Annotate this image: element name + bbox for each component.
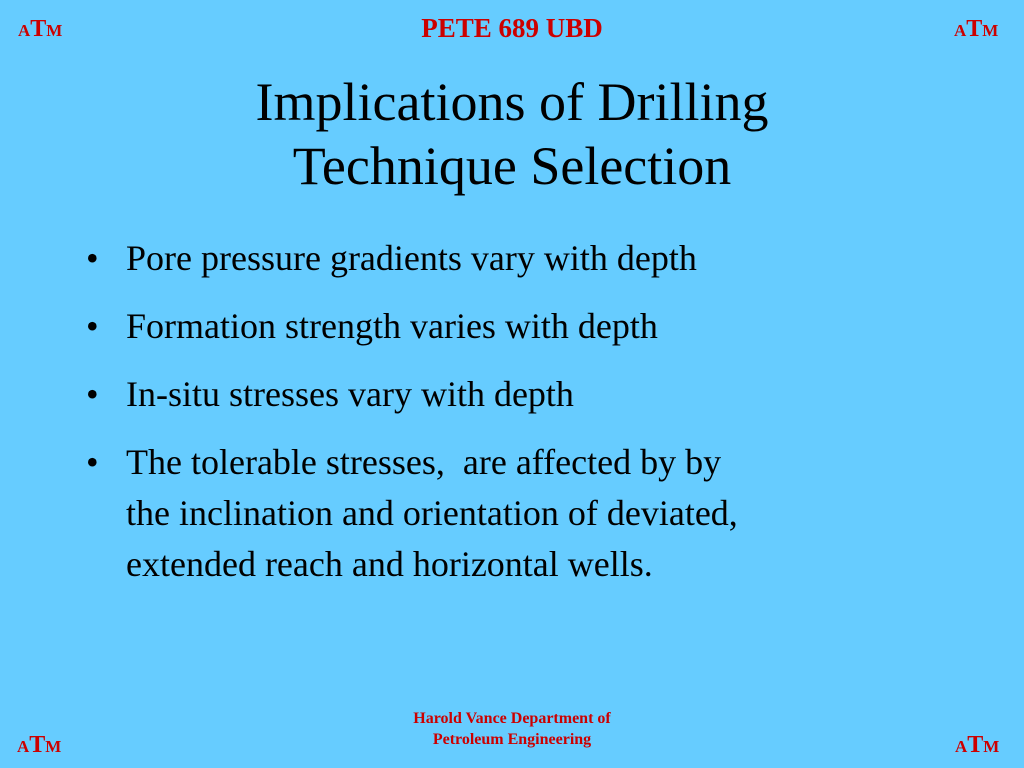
bullet-item bbox=[86, 369, 926, 420]
bullet-text: In-situ stresses vary with depth bbox=[126, 374, 574, 414]
bullet-text: Formation strength varies with depth bbox=[126, 306, 658, 346]
logo-letter-a: A bbox=[18, 21, 31, 40]
footer-department bbox=[0, 708, 1024, 750]
bullet-icon: • bbox=[86, 238, 99, 278]
logo-letter-t: T bbox=[967, 732, 984, 758]
bullet-item bbox=[86, 437, 926, 590]
bullet-list bbox=[86, 233, 926, 607]
footer-line-1: Harold Vance Department of bbox=[413, 710, 611, 727]
bullet-icon: • bbox=[86, 442, 99, 482]
bullet-text-line-2: the inclination and orientation of deviated, bbox=[126, 493, 738, 533]
logo-letter-m: M bbox=[982, 21, 999, 40]
logo-letter-m: M bbox=[983, 737, 1000, 756]
logo-letter-t: T bbox=[30, 16, 47, 42]
logo-letter-t: T bbox=[29, 732, 46, 758]
logo-letter-m: M bbox=[45, 737, 62, 756]
slide-title-line-2: Technique Selection bbox=[292, 136, 732, 196]
slide-title bbox=[0, 70, 1024, 198]
logo-letter-a: A bbox=[954, 21, 967, 40]
bullet-icon: • bbox=[86, 306, 99, 346]
course-title: PETE 689 UBD bbox=[421, 13, 603, 43]
slide-title-line-1: Implications of Drilling bbox=[255, 72, 769, 132]
bullet-item bbox=[86, 233, 926, 284]
footer-line-2: Petroleum Engineering bbox=[432, 731, 592, 748]
logo-letter-a: A bbox=[955, 737, 968, 756]
bullet-text-line-3: extended reach and horizontal wells. bbox=[126, 544, 653, 584]
logo-letter-m: M bbox=[46, 21, 63, 40]
bullet-item bbox=[86, 301, 926, 352]
bullet-text-line-1: The tolerable stresses, are affected by by bbox=[126, 442, 722, 482]
logo-letter-t: T bbox=[966, 16, 983, 42]
bullet-text: Pore pressure gradients vary with depth bbox=[126, 238, 697, 278]
logo-letter-a: A bbox=[17, 737, 30, 756]
bullet-icon: • bbox=[86, 374, 99, 414]
